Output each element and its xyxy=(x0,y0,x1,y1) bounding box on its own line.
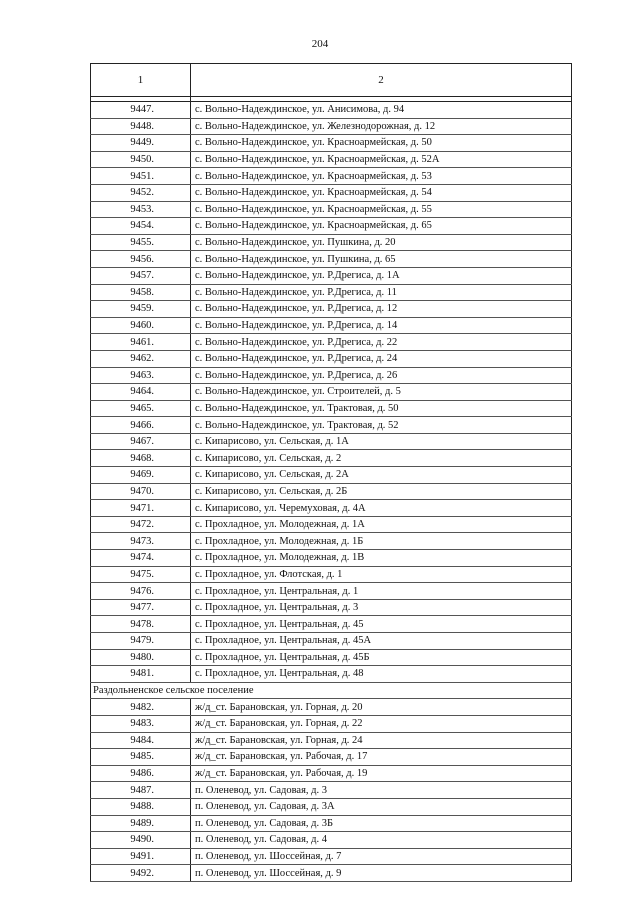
table-row xyxy=(91,334,572,351)
row-number: 9477. xyxy=(91,599,191,616)
table-row xyxy=(91,865,572,882)
row-address: с. Вольно-Надеждинское, ул. Красноармейская, д. 54 xyxy=(191,184,572,201)
row-address: с. Прохладное, ул. Молодежная, д. 1В xyxy=(191,550,572,567)
row-address: ж/д_ст. Барановская, ул. Рабочая, д. 17 xyxy=(191,749,572,766)
table-row xyxy=(91,284,572,301)
row-number: 9492. xyxy=(91,865,191,882)
row-address: с. Вольно-Надеждинское, ул. Красноармейская, д. 65 xyxy=(191,218,572,235)
row-number: 9458. xyxy=(91,284,191,301)
section-header-row xyxy=(91,682,572,699)
row-number: 9448. xyxy=(91,118,191,135)
row-number: 9480. xyxy=(91,649,191,666)
table-row xyxy=(91,384,572,401)
table-row xyxy=(91,699,572,716)
row-number: 9491. xyxy=(91,848,191,865)
table-row xyxy=(91,317,572,334)
row-address: с. Вольно-Надеждинское, ул. Строителей, д. 5 xyxy=(191,384,572,401)
table-row xyxy=(91,450,572,467)
row-number: 9474. xyxy=(91,550,191,567)
table-row xyxy=(91,765,572,782)
row-address: с. Вольно-Надеждинское, ул. Р.Дрегиса, д. 22 xyxy=(191,334,572,351)
row-address: с. Вольно-Надеждинское, ул. Пушкина, д. 65 xyxy=(191,251,572,268)
row-address: с. Вольно-Надеждинское, ул. Красноармейская, д. 52А xyxy=(191,151,572,168)
row-address: с. Вольно-Надеждинское, ул. Железнодорожная, д. 12 xyxy=(191,118,572,135)
table-row xyxy=(91,848,572,865)
row-number: 9487. xyxy=(91,782,191,799)
section-title: Раздольненское сельское поселение xyxy=(91,682,572,699)
row-number: 9472. xyxy=(91,516,191,533)
table-row xyxy=(91,483,572,500)
table-row xyxy=(91,184,572,201)
table-row xyxy=(91,832,572,849)
row-number: 9449. xyxy=(91,135,191,152)
row-number: 9451. xyxy=(91,168,191,185)
row-address: с. Вольно-Надеждинское, ул. Пушкина, д. 20 xyxy=(191,234,572,251)
row-number: 9485. xyxy=(91,749,191,766)
row-address: ж/д_ст. Барановская, ул. Горная, д. 24 xyxy=(191,732,572,749)
page-number: 204 xyxy=(311,38,329,50)
table-row xyxy=(91,201,572,218)
table-row xyxy=(91,367,572,384)
table-row xyxy=(91,649,572,666)
row-number: 9455. xyxy=(91,234,191,251)
table-row xyxy=(91,417,572,434)
row-address: с. Вольно-Надеждинское, ул. Анисимова, д. 94 xyxy=(191,102,572,119)
row-number: 9447. xyxy=(91,102,191,119)
row-number: 9483. xyxy=(91,715,191,732)
row-address: с. Кипарисово, ул. Сельская, д. 1А xyxy=(191,433,572,450)
table-row xyxy=(91,118,572,135)
row-address: п. Оленевод, ул. Садовая, д. 3Б xyxy=(191,815,572,832)
row-address: с. Вольно-Надеждинское, ул. Р.Дрегиса, д. 1А xyxy=(191,267,572,284)
row-address: с. Прохладное, ул. Центральная, д. 1 xyxy=(191,583,572,600)
row-address: с. Вольно-Надеждинское, ул. Р.Дрегиса, д. 26 xyxy=(191,367,572,384)
table-row xyxy=(91,583,572,600)
row-address: ж/д_ст. Барановская, ул. Горная, д. 22 xyxy=(191,715,572,732)
row-number: 9465. xyxy=(91,400,191,417)
row-address: ж/д_ст. Барановская, ул. Рабочая, д. 19 xyxy=(191,765,572,782)
row-number: 9450. xyxy=(91,151,191,168)
row-number: 9454. xyxy=(91,218,191,235)
row-number: 9476. xyxy=(91,583,191,600)
row-address: с. Вольно-Надеждинское, ул. Трактовая, д. 52 xyxy=(191,417,572,434)
row-number: 9467. xyxy=(91,433,191,450)
row-number: 9471. xyxy=(91,500,191,517)
row-address: с. Прохладное, ул. Молодежная, д. 1А xyxy=(191,516,572,533)
table-row xyxy=(91,732,572,749)
table-row xyxy=(91,500,572,517)
row-address: с. Вольно-Надеждинское, ул. Р.Дрегиса, д. 24 xyxy=(191,350,572,367)
row-number: 9479. xyxy=(91,633,191,650)
table-row xyxy=(91,666,572,683)
row-address: с. Вольно-Надеждинское, ул. Красноармейская, д. 53 xyxy=(191,168,572,185)
column-header-number: 1 xyxy=(91,64,191,97)
row-address: с. Прохладное, ул. Центральная, д. 45 xyxy=(191,616,572,633)
row-number: 9453. xyxy=(91,201,191,218)
table-row xyxy=(91,633,572,650)
table-row xyxy=(91,400,572,417)
row-address: п. Оленевод, ул. Садовая, д. 3А xyxy=(191,798,572,815)
row-number: 9478. xyxy=(91,616,191,633)
row-number: 9459. xyxy=(91,301,191,318)
row-number: 9470. xyxy=(91,483,191,500)
row-number: 9469. xyxy=(91,467,191,484)
table-row xyxy=(91,715,572,732)
table-row xyxy=(91,267,572,284)
row-address: с. Прохладное, ул. Молодежная, д. 1Б xyxy=(191,533,572,550)
row-address: с. Кипарисово, ул. Сельская, д. 2 xyxy=(191,450,572,467)
row-number: 9460. xyxy=(91,317,191,334)
row-number: 9481. xyxy=(91,666,191,683)
row-number: 9456. xyxy=(91,251,191,268)
table-row xyxy=(91,433,572,450)
table-row xyxy=(91,234,572,251)
table-row xyxy=(91,616,572,633)
row-address: с. Прохладное, ул. Центральная, д. 45Б xyxy=(191,649,572,666)
column-header-address: 2 xyxy=(191,64,572,97)
row-number: 9484. xyxy=(91,732,191,749)
table-row xyxy=(91,350,572,367)
row-address: с. Вольно-Надеждинское, ул. Красноармейская, д. 55 xyxy=(191,201,572,218)
row-number: 9452. xyxy=(91,184,191,201)
row-address: с. Прохладное, ул. Центральная, д. 45А xyxy=(191,633,572,650)
row-address: с. Прохладное, ул. Флотская, д. 1 xyxy=(191,566,572,583)
row-address: с. Вольно-Надеждинское, ул. Красноармейская, д. 50 xyxy=(191,135,572,152)
table-row xyxy=(91,749,572,766)
row-address: с. Прохладное, ул. Центральная, д. 3 xyxy=(191,599,572,616)
row-address: с. Вольно-Надеждинское, ул. Р.Дрегиса, д. 14 xyxy=(191,317,572,334)
row-address: с. Вольно-Надеждинское, ул. Трактовая, д. 50 xyxy=(191,400,572,417)
row-number: 9466. xyxy=(91,417,191,434)
row-number: 9462. xyxy=(91,350,191,367)
table-row xyxy=(91,798,572,815)
row-number: 9461. xyxy=(91,334,191,351)
row-address: с. Кипарисово, ул. Черемуховая, д. 4А xyxy=(191,500,572,517)
table-row xyxy=(91,782,572,799)
row-number: 9473. xyxy=(91,533,191,550)
table-row xyxy=(91,218,572,235)
address-table xyxy=(90,63,572,882)
table-row xyxy=(91,566,572,583)
table-row xyxy=(91,467,572,484)
table-row xyxy=(91,516,572,533)
row-number: 9490. xyxy=(91,832,191,849)
row-number: 9468. xyxy=(91,450,191,467)
row-address: п. Оленевод, ул. Садовая, д. 4 xyxy=(191,832,572,849)
row-number: 9475. xyxy=(91,566,191,583)
table-row xyxy=(91,168,572,185)
table-row xyxy=(91,301,572,318)
row-number: 9486. xyxy=(91,765,191,782)
row-address: ж/д_ст. Барановская, ул. Горная, д. 20 xyxy=(191,699,572,716)
row-number: 9464. xyxy=(91,384,191,401)
row-number: 9488. xyxy=(91,798,191,815)
table-row xyxy=(91,599,572,616)
row-address: с. Прохладное, ул. Центральная, д. 48 xyxy=(191,666,572,683)
row-address: с. Кипарисово, ул. Сельская, д. 2Б xyxy=(191,483,572,500)
row-address: п. Оленевод, ул. Садовая, д. 3 xyxy=(191,782,572,799)
row-address: с. Кипарисово, ул. Сельская, д. 2А xyxy=(191,467,572,484)
row-address: с. Вольно-Надеждинское, ул. Р.Дрегиса, д. 11 xyxy=(191,284,572,301)
row-address: с. Вольно-Надеждинское, ул. Р.Дрегиса, д. 12 xyxy=(191,301,572,318)
row-number: 9463. xyxy=(91,367,191,384)
table-row xyxy=(91,815,572,832)
row-address: п. Оленевод, ул. Шоссейная, д. 9 xyxy=(191,865,572,882)
table-header-row xyxy=(91,64,572,97)
row-address: п. Оленевод, ул. Шоссейная, д. 7 xyxy=(191,848,572,865)
row-number: 9482. xyxy=(91,699,191,716)
table-row xyxy=(91,533,572,550)
table-row xyxy=(91,102,572,119)
table-row xyxy=(91,135,572,152)
row-number: 9457. xyxy=(91,267,191,284)
table-body xyxy=(91,97,572,882)
row-number: 9489. xyxy=(91,815,191,832)
table-row xyxy=(91,550,572,567)
table-row xyxy=(91,151,572,168)
table-row xyxy=(91,251,572,268)
